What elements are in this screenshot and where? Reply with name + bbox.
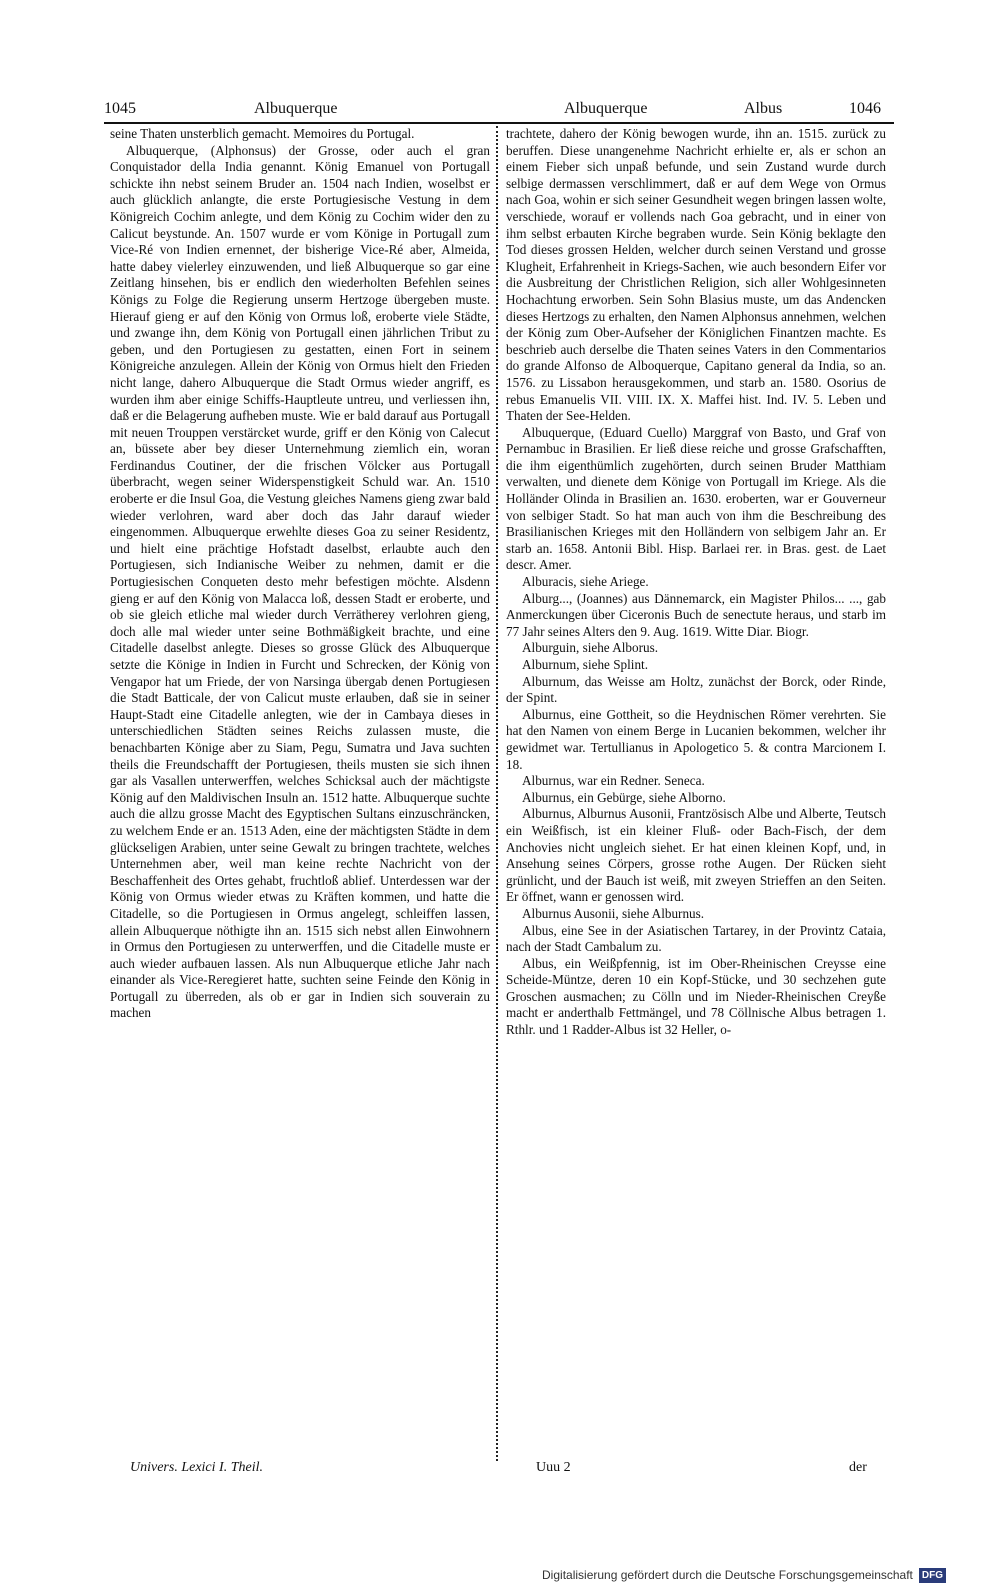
paragraph: Alburnus, war ein Redner. Seneca.: [522, 773, 705, 789]
paragraph: Alburnum, das Weisse am Holtz, zunächst der Borck, oder Rinde, der Spint.: [506, 673, 886, 706]
credit-text: Digitalisierung gefördert durch die Deutsche Forschungsgemeinschaft: [542, 1568, 913, 1582]
digitization-credit: [542, 1566, 946, 1584]
right-column: [506, 126, 886, 1456]
paragraph: Albus, eine See in der Asiatischen Tartarey, in der Provintz Cataia, nach der Stadt Cambalum zu.: [506, 922, 886, 955]
paragraph: Alburnus, Alburnus Ausonii, Frantzösisch Albe und Alberte, Teutsch ein Weißfisch, ist ein kleiner Fluß- oder Bach-Fisch, der dem Anchovies nicht ungleich siehet. Er hat einen kleinen Kopf, und, in Ansehung seines Cörpers, grosse rothe Augen. Der Rücken sieht grünlicht, und der Bauch ist weiß, mit zweyen Strieffen an den Seiten. Er öffnet, wann er genossen wird.: [506, 806, 886, 905]
signature-line: Univers. Lexici I. Theil.: [130, 1460, 263, 1475]
header-rule: [104, 122, 894, 124]
paragraph: trachtete, dahero der König bewogen wurde, ihn an. 1515. zurück zu beruffen. Diese unangenehme Nachricht erhielte er, als er schon an einem Fieber sich unpaß befunde, und sein Zustand wurde durch selbige dermassen verschlimmert, daß er auf dem Wege von Ormus nach Goa, wohin er sich seiner Gesundheit wegen bringen lassen wolte, verschiede, worauf er vollends nach Goa gebracht, und in einer von ihm selbst erbauten Kirche begraben wurde. Sein König beklagte den Tod dieses grossen Helden, welcher durch seinen Verstand und grosse Klugheit, Erfahrenheit in Kriegs-Sachen, wie auch besondern Eifer vor die Ausbreitung der Christlichen Religion, sich aller Wohlgesinneten Hochachtung erworben. Sein Sohn Blasius muste, um das Andencken dieses Hertzogs zu erhalten, den Namen Alphonsus annehmen, welchen der König zum Ober-Aufseher der Königlichen Finantzen machte. Es beschrieb auch derselbe die Thaten seines Vaters in den Commentarios do grande Alfonso de Alboquerque, Capitano general da India, so an. 1576. zu Lissabon herausgekommen, und starb an. 1580. Osorius de rebus Emanuelis VII. VIII. IX. X. Maffei hist. Ind. IV. 5. Leben und Thaten der See-Helden.: [506, 126, 886, 424]
paragraph: Albuquerque, (Alphonsus) der Grosse, oder auch el gran Conquistador della India genannt. König Emanuel von Portugall schickte ihn nebst seinem Bruder an. 1504 nach Indien, woselbst er auch glücklich anlangte, die erste Portugiesische Vestung in dem Königreich Cochim anlegte, und dem König zu Cochim wider den zu Calicut beystunde. An. 1507 wurde er vom Könige in Portugall zum Vice-Ré von Indien ernennet, der bisherige Vice-Ré aber, Almeida, hatte dabey vielerley einzuwenden, und ließ Albuquerque so gar eine Zeitlang hinsehen, bis er endlich den wiederholten Befehlen seines Königs zu Folge die Regierung unserm Hertzoge übergeben muste. Hierauf gieng er auf den König von Ormus loß, eroberte viele Städte, und zwange ihn, dem König von Portugall einen jährlichen Tribut zu geben, und den Portugiesen zu gestatten, einen Fort in seinem Königreiche anzulegen. Allein der König von Ormus hielt den Frieden nicht lange, dahero Albuquerque die Stadt Ormus wieder angriff, es wurden ihm aber einige Schiffs-Hauptleute untreu, und verliessen ihn, daß er die Belagerung aufheben muste. Wie er bald darauf aus Portugall mit neuen Trouppen verstärcket wurde, griff er den König von Calecut an, büssete aber bey dieser Unternehmung ziemlich ein, woran Ferdinandus Coutiner, der die frischen Völcker aus Portugall überbracht, wegen seiner Widerspenstigkeit Schuld war. An. 1510 eroberte er die Insul Goa, die Vestung gleiches Namens gieng zwar bald wieder verlohren, ward aber doch das Jahr darauf wieder eingenommen. Albuquerque erwehlte dieses Goa zu seiner Residentz, und hielt eine prächtige Hofstadt daselbst, erlaubte auch den Portugiesen, sich Indianische Weiber zu nehmen, damit er die Portugiesischen Conqueten desto mehr befestigen möchte. Alsdenn gieng er auf den König von Malacca loß, dessen Stadt er eroberte, und ob sie gleich etliche mal wieder durch Verrätherey verlohren gieng, doch alle mal wieder unter seine Bothmäßigkeit brachte, und eine Citadelle daselbst anlegte. Dieses so grosse Glück des Albuquerque setzte die Könige in Indien in Furcht und Schrecken, der König von Vengapor hat um Friede, der von Narsinga übergab denen Portugiesen die Stadt Batticale, der von Calicut muste erlauben, daß sie in seiner Haupt-Stadt eine Citadelle anlegten, wie der in Cambaya dieses in unterschiedlichen Städten seines Reichs zulassen muste, die benachbarten Könige aber zu Siam, Pegu, Sumatra und Java suchten theils die Freundschafft der Portugiesen, theils musten sie sich ihnen gar als Vasallen unterwerffen, welches Schicksal auch der mächtigste König auf den Maldivischen Insuln an. 1512 hatte. Albuquerque suchte auch die allzu grosse Macht des Egyptischen Sultans einzuschräncken, zu welchem Ende er an. 1513 Aden, eine der mächtigsten Städte in dem glückseligen Arabien, unter seine Gewalt zu bringen trachtete, welches Unternehmen aber, weil man keine rechte Nachricht von der Beschaffenheit des Ortes gehabt, fruchtloß ablief. Unterdessen war der König von Ormus wieder etwas zu Kräften kommen, und hatte die Citadelle, so die Portugiesen in Ormus angelegt, schleiffen lassen, allein Albuquerque nöthigte ihn an. 1515 sich nebst allen Einwohnern in Ormus den Portugiesen zu unterwerffen, und die Citadelle muste er auch wieder aufbauen lassen. Als nun Albuquerque etliche Jahr nach einander als Vice-Reregieret hatte, suchten seine Feinde den König in Portugall zu überreden, als ob er gar in Indien sich souverain zu machen: [110, 142, 490, 1021]
sheet-mark: Uuu 2: [536, 1460, 571, 1475]
paragraph: Alburnus, eine Gottheit, so die Heydnischen Römer verehrten. Sie hat den Namen von einem Berge in Lucanien bekommen, welcher ihr gewidmet war. Tertullianus in Apologetico 5. & contra Marcionem I. 18.: [506, 706, 886, 772]
running-title-left: Albuquerque: [254, 100, 338, 117]
paragraph: Albuquerque, (Eduard Cuello) Marggraf von Basto, und Graf von Pernambuc in Brasilien. Er ließ diese reiche und grosse Grafschafften, die ihm eigenthümlich zugehörten, durch seinen Bruder Matthiam verwalten, und dienete dem Könige von Portugall im Kriege. Als die Holländer Olinda in Brasilien an. 1630. eroberten, war er Gouverneur von selbiger Stadt. So hat man auch von ihm die Beschreibung des Brasilianischen Krieges mit den Holländern von selbigem Jahr an. Er starb an. 1658. Antonii Bibl. Hisp. Barlaei rer. in Bras. gest. de Laet descr. Amer.: [506, 424, 886, 573]
paragraph: Alburnus, ein Gebürge, siehe Alborno.: [522, 789, 726, 805]
book-page: [104, 0, 894, 1594]
paragraph: Albus, ein Weißpfennig, ist im Ober-Rheinischen Creysse eine Scheide-Müntze, deren 10 ein Kopf-Stücke, und 30 sechzehen gute Groschen ausmachen; zu Cölln und im Nieder-Rheinischen Creyße macht er anderthalb Fettmängel, und 78 Cöllnische Albus betragen 1. Rthlr. und 1 Radder-Albus ist 32 Heller, o-: [506, 955, 886, 1038]
paragraph: Alburacis, siehe Ariege.: [522, 574, 649, 590]
header-catchword: Albus: [744, 100, 783, 117]
page-header: [104, 100, 894, 124]
dfg-logo-icon: DFG: [919, 1568, 946, 1583]
paragraph: Alburguin, siehe Alborus.: [522, 640, 659, 656]
paragraph: Alburnus Ausonii, siehe Alburnus.: [522, 905, 705, 921]
column-divider: [496, 126, 498, 1461]
left-column: [110, 126, 490, 1456]
page-number-right: 1046: [849, 100, 881, 117]
page-footer: [104, 1460, 894, 1482]
page-number-left: 1045: [104, 100, 136, 117]
paragraph: Alburg..., (Joannes) aus Dännemarck, ein Magister Philos... ..., gab Anmerckungen über Ciceronis Buch de senectute heraus, und starb im 77 Jahr seines Alters den 9. Aug. 1619. Witte Diar. Biogr.: [506, 590, 886, 639]
running-title-right: Albuquerque: [564, 100, 648, 117]
footer-catchword: der: [849, 1460, 867, 1475]
paragraph: Alburnum, siehe Splint.: [522, 657, 649, 672]
paragraph: seine Thaten unsterblich gemacht. Memoires du Portugal.: [110, 126, 415, 141]
